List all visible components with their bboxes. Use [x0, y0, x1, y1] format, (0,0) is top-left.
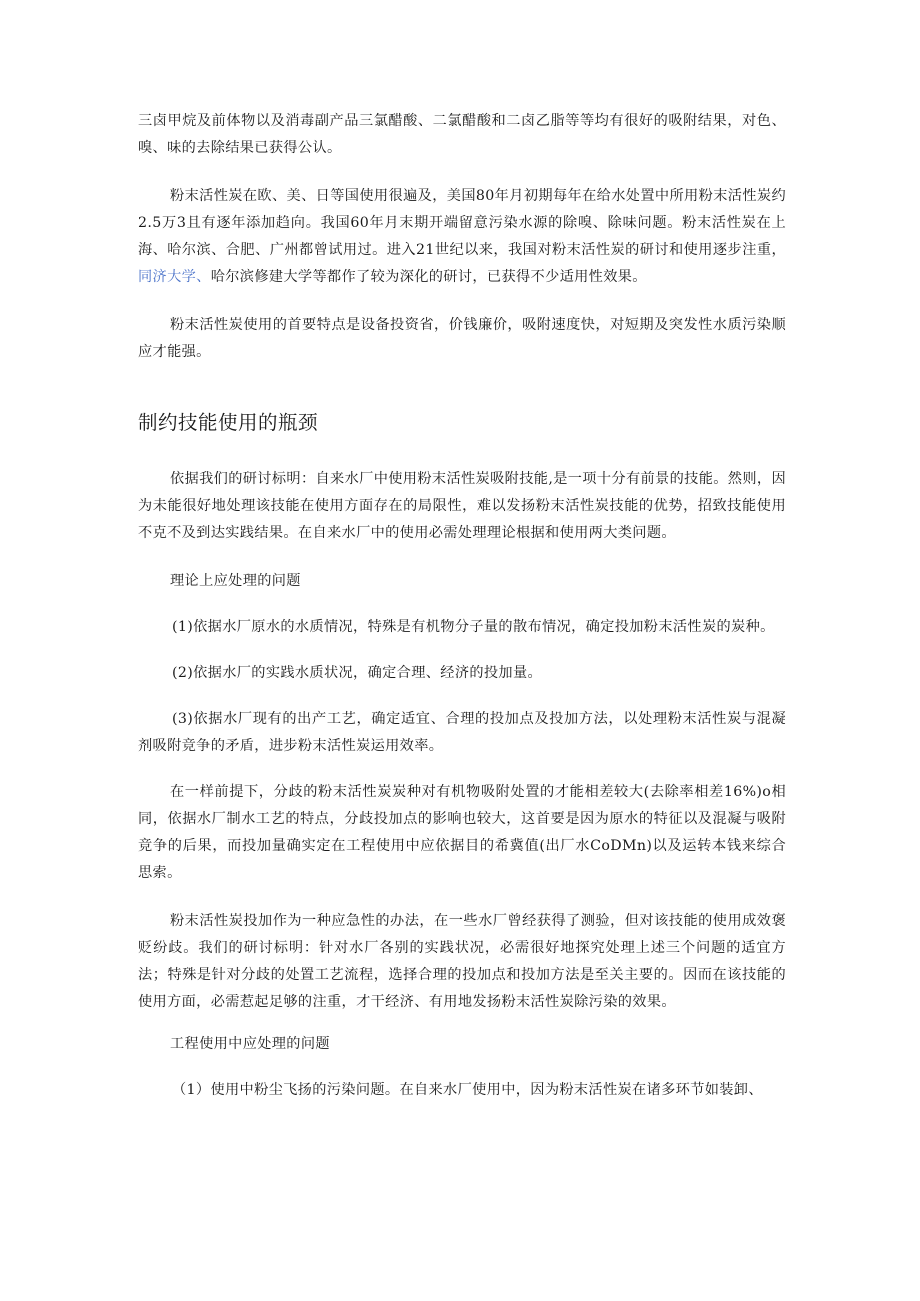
paragraph-history — [138, 183, 786, 291]
document-page — [138, 108, 786, 1104]
paragraph-intro-continued: 三卤甲烷及前体物以及消毒副产品三氯醋酸、二氯醋酸和二卤乙脂等等均有很好的吸附结果，对色、嗅、味的去除结果已获得公认。 — [138, 113, 786, 156]
paragraph-history-text-2: 哈尔滨修建大学等都作了较为深化的研讨，已获得不少适用性效果。 — [210, 269, 647, 285]
subheading-theory: 理论上应处理的问题 — [170, 573, 301, 589]
paragraph-emergency: 粉末活性炭投加作为一种应急性的办法，在一些水厂曾经获得了测验，但对该技能的使用成效褒贬纷歧。我们的研讨标明：针对水厂各别的实践状况，必需很好地探究处理上述三个问题的适宜方法；特殊是针对分歧的处置工艺流程，选择合理的投加点和投加方法是至关主要的。因而在该技能的使用方面，必需惹起足够的注重，才干经济、有用地发扬粉末活性炭除污染的效果。 — [138, 913, 786, 1010]
list-item-1: (1)依据水厂原水的水质情况，特殊是有机物分子量的散布情况，确定投加粉末活性炭的炭种。 — [172, 619, 775, 635]
tongji-university-link[interactable]: 同济大学、 — [138, 269, 211, 285]
list-item-3: (3)依据水厂现有的出产工艺，确定适宜、合理的投加点及投加方法，以处理粉末活性炭与混凝剂吸附竞争的矛盾，进步粉末活性炭运用效率。 — [138, 711, 786, 754]
section-heading-bottleneck: 制约技能使用的瓶颈 — [138, 411, 319, 434]
paragraph-features: 粉末活性炭使用的首要特点是设备投资省，价钱廉价，吸附速度快，对短期及突发性水质污染顺应才能强。 — [138, 317, 786, 360]
list-item-2: (2)依据水厂的实践水质状况，确定合理、经济的投加量。 — [172, 665, 543, 681]
list-item-engineering-1: （1）使用中粉尘飞扬的污染问题。在自来水厂使用中，因为粉末活性炭在诸多环节如装卸、 — [172, 1082, 763, 1098]
paragraph-premise: 在一样前提下，分歧的粉末活性炭炭种对有机物吸附处置的才能相差较大(去除率相差16%)o相同，依据水厂制水工艺的特点，分歧投加点的影响也较大，这首要是因为原水的特征以及混凝与吸附竞争的后果，而投加量确实定在工程使用中应依据目的希冀值(出厂水CoDMn)以及运转本钱来综合思索。 — [138, 784, 786, 881]
paragraph-history-text-1: 粉末活性炭在欧、美、日等国使用很遍及，美国80年月初期每年在给水处置中所用粉末活性炭约2.5万3且有逐年添加趋向。我国60年月末期开端留意污染水源的除嗅、除味问题。粉末活性炭在上海、哈尔滨、合肥、广州都曾试用过。进入21世纪以来，我国对粉末活性炭的研讨和使用逐步注重， — [138, 188, 786, 258]
paragraph-research: 依据我们的研讨标明：自来水厂中使用粉末活性炭吸附技能,是一项十分有前景的技能。然则，因为未能很好地处理该技能在使用方面存在的局限性，难以发扬粉末活性炭技能的优势，招致技能使用不克不及到达实践结果。在自来水厂中的使用必需处理理论根据和使用两大类问题。 — [138, 471, 786, 541]
subheading-engineering: 工程使用中应处理的问题 — [170, 1036, 330, 1052]
